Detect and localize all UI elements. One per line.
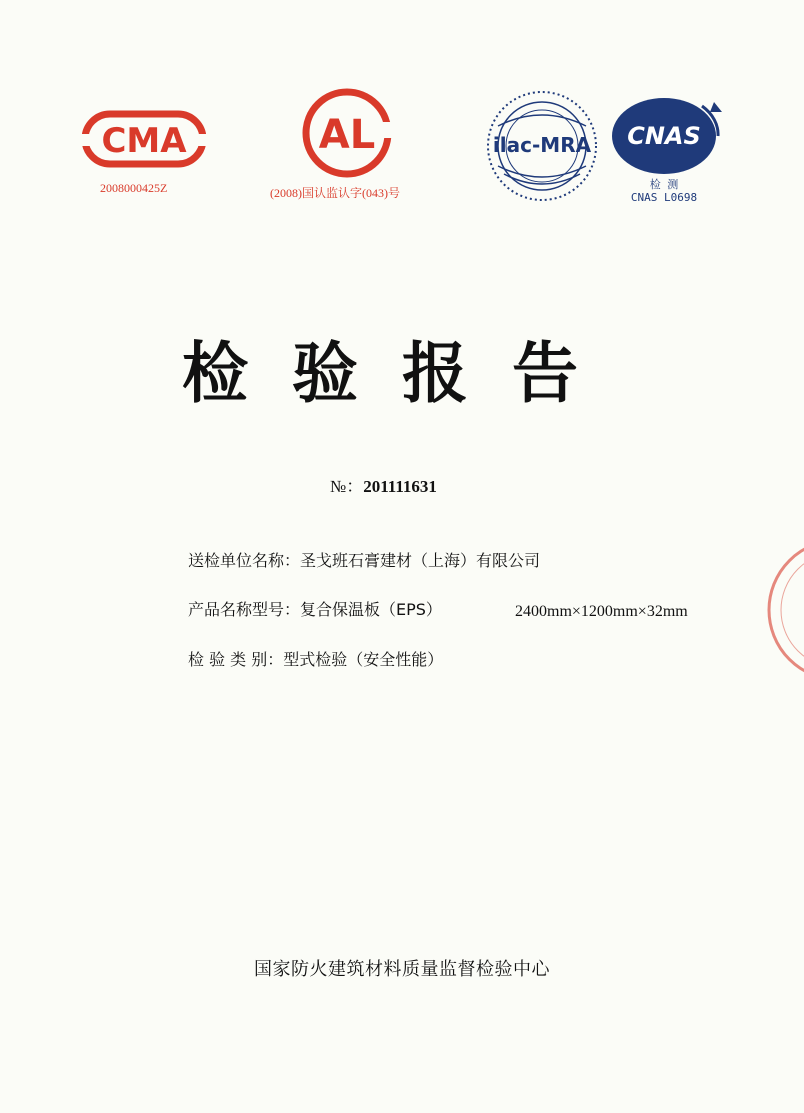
field-test-type-value: 型式检验（安全性能） <box>283 650 444 669</box>
field-product <box>188 597 442 620</box>
cnas-logo-text: CNAS <box>627 122 701 150</box>
cnas-logo <box>606 92 724 178</box>
report-number <box>330 472 437 497</box>
field-product-value: 复合保温板（EPS） <box>300 600 442 619</box>
cal-logo <box>292 88 402 178</box>
field-submitter-label: 送检单位名称： <box>188 551 301 570</box>
cma-logo-text: CMA <box>101 121 187 161</box>
field-test-type-label: 检 验 类 别： <box>188 650 284 669</box>
cma-logo <box>82 106 206 172</box>
product-spec: 2400mm×1200mm×32mm <box>515 603 688 620</box>
cnas-caption <box>614 178 714 204</box>
cal-logo-text: AL <box>318 112 376 158</box>
ilac-logo-text: ilac-MRA <box>492 133 592 157</box>
issuer-name: 国家防火建筑材料质量监督检验中心 <box>254 959 550 980</box>
field-submitter-value: 圣戈班石膏建材（上海）有限公司 <box>300 551 541 570</box>
ilac-mra-logo <box>484 88 600 204</box>
cma-number: 2008000425Z <box>100 181 168 195</box>
cnas-caption-line1: 检 测 <box>649 178 679 191</box>
page-title: 检验报告 <box>182 335 622 412</box>
report-number-label: №： <box>330 477 364 496</box>
field-product-label: 产品名称型号： <box>188 600 301 619</box>
cnas-caption-line2: CNAS L0698 <box>630 191 698 204</box>
cal-approval-number: (2008)国认监认字(043)号 <box>270 186 400 200</box>
report-number-value: 201111631 <box>363 477 437 496</box>
red-stamp <box>764 535 804 689</box>
field-submitter <box>188 548 540 571</box>
field-test-type <box>188 647 443 670</box>
